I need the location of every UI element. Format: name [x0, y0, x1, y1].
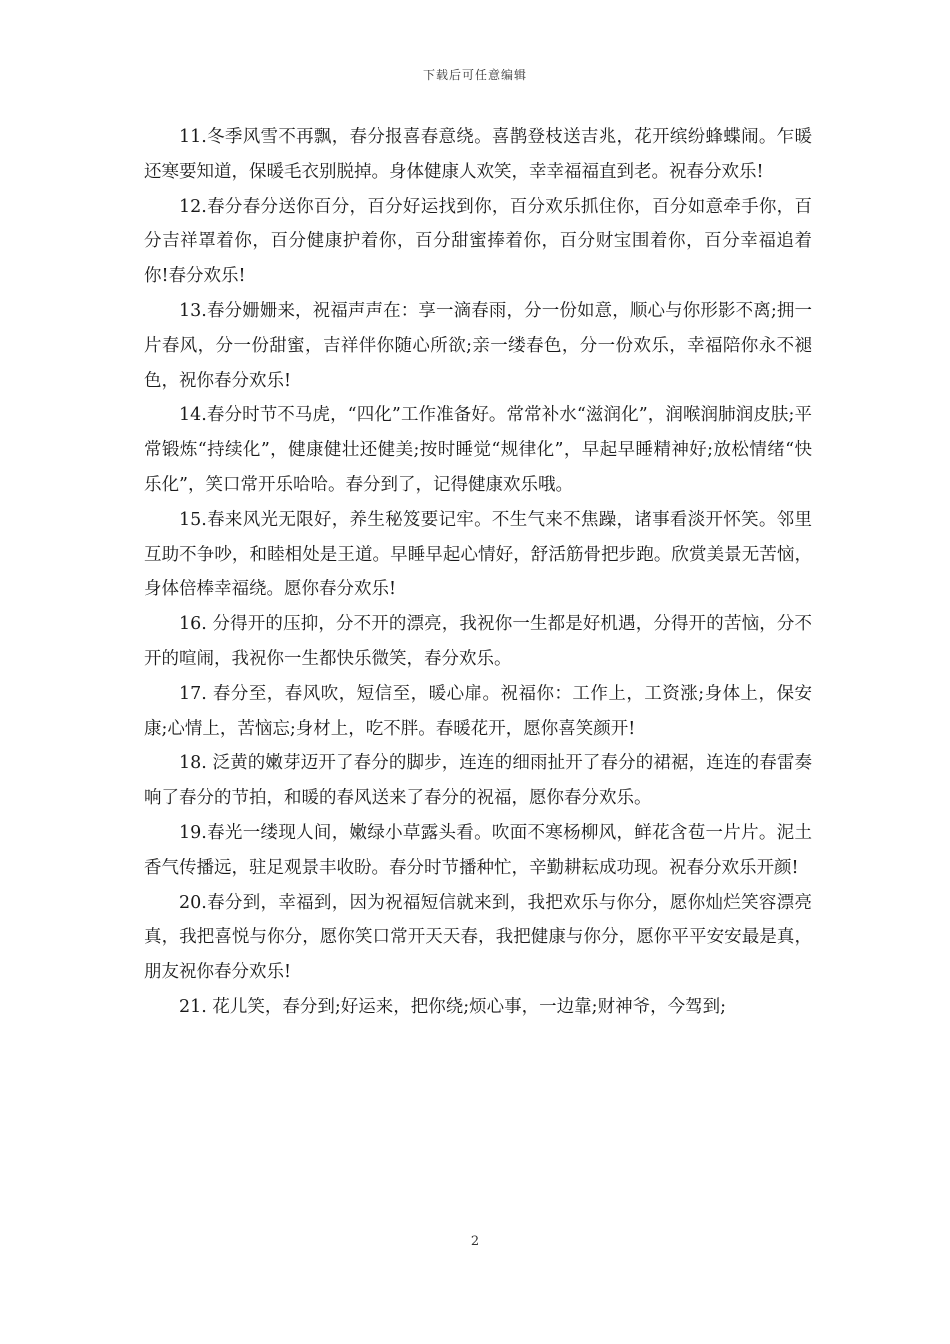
paragraph-16: 16. 分得开的压抑，分不开的漂亮，我祝你一生都是好机遇，分得开的苦恼，分不开的喧闹，我祝你一生都快乐微笑，春分欢乐。	[144, 614, 812, 669]
paragraph-15: 15.春来风光无限好，养生秘笈要记牢。不生气来不焦躁，诸事看淡开怀笑。邻里互助不争吵，和睦相处是王道。早睡早起心情好，舒活筋骨把步跑。欣赏美景无苦恼，身体倍棒幸福绕。愿你春分欢乐!	[144, 509, 812, 600]
paragraph-17: 17. 春分至，春风吹，短信至，暖心扉。祝福你：工作上，工资涨;身体上，保安康;心情上，苦恼忘;身材上，吃不胖。春暖花开，愿你喜笑颜开!	[144, 683, 812, 739]
paragraph-11: 11.冬季风雪不再飘，春分报喜春意绕。喜鹊登枝送吉兆，花开缤纷蜂蝶闹。乍暖还寒要知道，保暖毛衣别脱掉。身体健康人欢笑，幸幸福福直到老。祝春分欢乐!	[144, 127, 812, 182]
page-header: 下载后可任意编辑	[422, 68, 527, 82]
paragraph-18: 18. 泛黄的嫩芽迈开了春分的脚步，连连的细雨扯开了春分的裙裾，连连的春雷奏响了春分的节拍，和暖的春风送来了春分的祝福，愿你春分欢乐。	[144, 753, 812, 809]
document-body	[144, 120, 812, 1025]
paragraph-14: 14.春分时节不马虎，“四化”工作准备好。常常补水“滋润化”，润喉润肺润皮肤;平常锻炼“持续化”，健康健壮还健美;按时睡觉“规律化”，早起早睡精神好;放松情绪“快乐化”，笑口常开乐哈哈。春分到了，记得健康欢乐哦。	[144, 405, 812, 495]
paragraph-21: 21. 花儿笑，春分到;好运来，把你绕;烦心事，一边靠;财神爷，今驾到;	[179, 996, 726, 1017]
paragraph-12: 12.春分春分送你百分，百分好运找到你，百分欢乐抓住你，百分如意牵手你，百分吉祥罩着你，百分健康护着你，百分甜蜜捧着你，百分财宝围着你，百分幸福追着你!春分欢乐!	[144, 196, 812, 287]
paragraph-13: 13.春分姗姗来，祝福声声在：享一滴春雨，分一份如意，顺心与你形影不离;拥一片春风，分一份甜蜜，吉祥伴你随心所欲;亲一缕春色，分一份欢乐，幸福陪你永不褪色，祝你春分欢乐!	[144, 300, 812, 391]
paragraph-19: 19.春光一缕现人间，嫩绿小草露头看。吹面不寒杨柳风，鲜花含苞一片片。泥土香气传播远，驻足观景丰收盼。春分时节播种忙，辛勤耕耘成功现。祝春分欢乐开颜!	[144, 822, 812, 878]
page-number: 2	[470, 1234, 480, 1249]
paragraph-20: 20.春分到，幸福到，因为祝福短信就来到，我把欢乐与你分，愿你灿烂笑容漂亮真，我把喜悦与你分，愿你笑口常开天天春，我把健康与你分，愿你平平安安最是真，朋友祝你春分欢乐!	[144, 892, 812, 983]
